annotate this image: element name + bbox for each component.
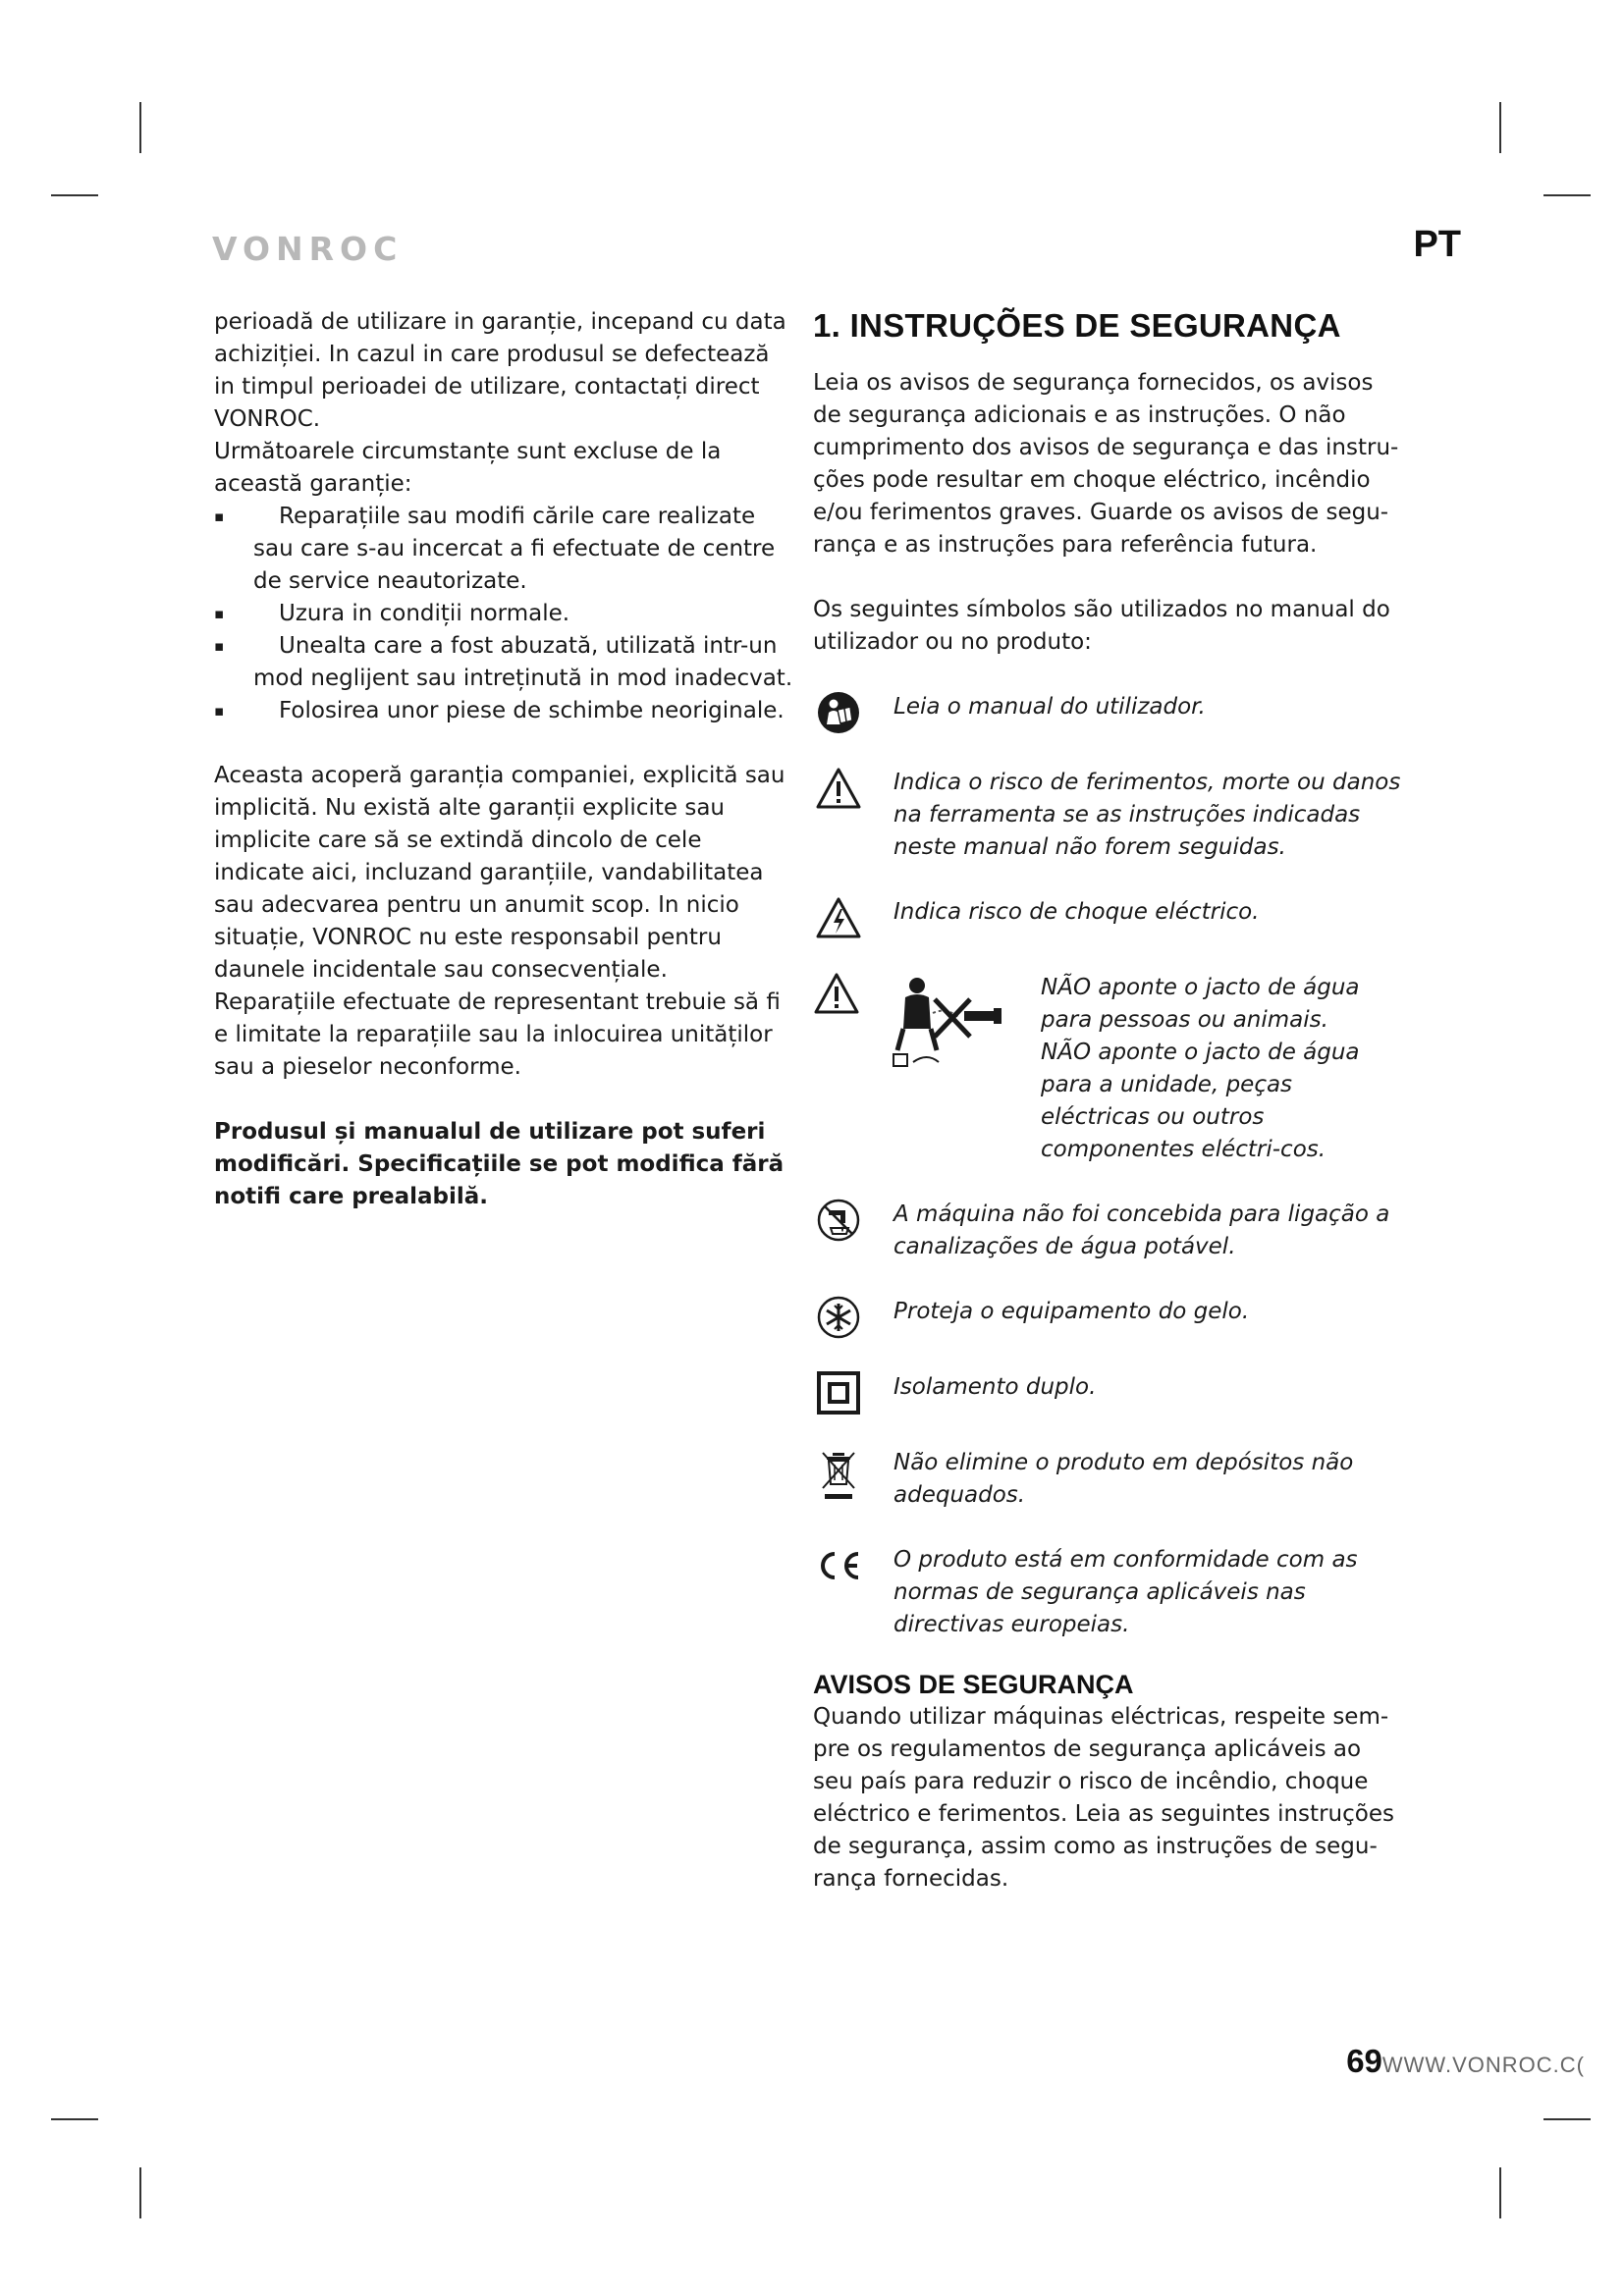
page-number: 69 xyxy=(1346,2043,1382,2079)
ce-mark-icon xyxy=(813,1544,864,1587)
coverage-paragraph: Aceasta acoperă garanția companiei, explicită sau implicită. Nu există alte garanții explicite sau implicite care să se extindă dincolo de cele indicate aici, incluzand garanțiile, vandabilitatea sau adecvarea pentru un anumit scop. In nicio situație, VONROC nu este responsabil pentru daunele incidentale sau consecvențiale. Reparațiile efectuate de representant trebuie să fi e limitate la reparațiile sau la inlocuirea unităților sau a pieselor neconforme. xyxy=(214,763,785,1080)
language-code: PT xyxy=(1413,224,1461,265)
crop-mark xyxy=(51,2118,98,2120)
exclusion-list xyxy=(214,501,793,727)
symbol-row: Leia o manual do utilizador. xyxy=(813,691,1402,734)
crop-mark xyxy=(139,2167,141,2218)
subsection-title: AVISOS DE SEGURANÇA xyxy=(813,1670,1134,1699)
safety-warnings-paragraph: Quando utilizar máquinas eléctricas, respeite sem-pre os regulamentos de segurança aplicáveis ao seu país para reduzir o risco de incêndio, choque eléctrico e ferimentos. Leia as seguintes instruções de segurança, assim como as instruções de segu-rança fornecidas. xyxy=(813,1704,1394,1892)
list-item: ▪ Reparațiile sau modifi cările care realizate sau care s-au incercat a fi efectuate de centre de service neautorizate. xyxy=(214,501,793,598)
left-column xyxy=(214,306,793,1213)
symbol-row: Proteja o equipamento do gelo. xyxy=(813,1296,1402,1339)
symbol-row: A máquina não foi concebida para ligação a canalizações de água potável. xyxy=(813,1199,1402,1263)
safety-intro: Leia os avisos de segurança fornecidos, os avisos de segurança adicionais e as instruções. O não cumprimento dos avisos de segurança e das instru-ções pode resultar em choque eléctrico, incêndio e/ou ferimentos graves. Guarde os avisos de segu-rança e as instruções para referência futura. xyxy=(813,370,1399,558)
crop-mark xyxy=(1543,2118,1591,2120)
symbol-row: Indica risco de choque eléctrico. xyxy=(813,896,1402,939)
website-url: WWW.VONROC.C( xyxy=(1381,2053,1585,2077)
symbol-row: Não elimine o produto em depósitos não adequados. xyxy=(813,1447,1402,1512)
crop-mark xyxy=(1499,102,1501,153)
excluded-intro: Următoarele circumstanțe sunt excluse de la această garanție: xyxy=(214,439,722,497)
read-manual-icon xyxy=(813,691,864,734)
list-item: ▪ Folosirea unor piese de schimbe neoriginale. xyxy=(214,695,793,727)
page-footer xyxy=(1346,2043,1585,2080)
symbol-row: Isolamento duplo. xyxy=(813,1371,1402,1415)
symbol-row: Indica o risco de ferimentos, morte ou danos na ferramenta se as instruções indicadas neste manual não forem seguidas. xyxy=(813,767,1402,864)
no-water-jet-icon xyxy=(813,972,1031,1070)
crop-mark xyxy=(139,102,141,153)
crop-mark xyxy=(51,194,98,196)
section-title: 1. INSTRUÇÕES DE SEGURANÇA xyxy=(813,307,1341,344)
warning-triangle-icon xyxy=(813,767,864,810)
symbol-row: O produto está em conformidade com as normas de segurança aplicáveis nas directivas europeias. xyxy=(813,1544,1402,1641)
list-item: ▪ Unealta care a fost abuzată, utilizată intr-un mod neglijent sau intreținută in mod inadecvat. xyxy=(214,630,793,695)
right-column xyxy=(813,306,1402,1896)
double-insulation-icon xyxy=(813,1371,864,1415)
crop-mark xyxy=(1543,194,1591,196)
list-item: ▪ Uzura in condiții normale. xyxy=(214,598,793,630)
weee-bin-icon xyxy=(813,1447,864,1502)
brand-logo: VONROC xyxy=(212,230,404,268)
electric-shock-icon xyxy=(813,896,864,939)
modification-notice: Produsul și manualul de utilizare pot suferi modificări. Specificațiile se pot modifica fără notifi care prealabilă. xyxy=(214,1119,785,1209)
no-drinking-water-icon xyxy=(813,1199,864,1242)
crop-mark xyxy=(1499,2167,1501,2218)
symbols-intro: Os seguintes símbolos são utilizados no manual do utilizador ou no produto: xyxy=(813,597,1390,655)
warranty-intro: perioadă de utilizare in garanție, incepand cu data achiziției. In cazul in care produsul se defectează in timpul perioadei de utilizare, contactați direct VONROC. xyxy=(214,309,786,432)
symbol-row: NÃO aponte o jacto de água para pessoas ou animais. NÃO aponte o jacto de água para a unidade, peças eléctricas ou outros componentes eléctri-cos. xyxy=(813,972,1402,1166)
frost-protect-icon xyxy=(813,1296,864,1339)
